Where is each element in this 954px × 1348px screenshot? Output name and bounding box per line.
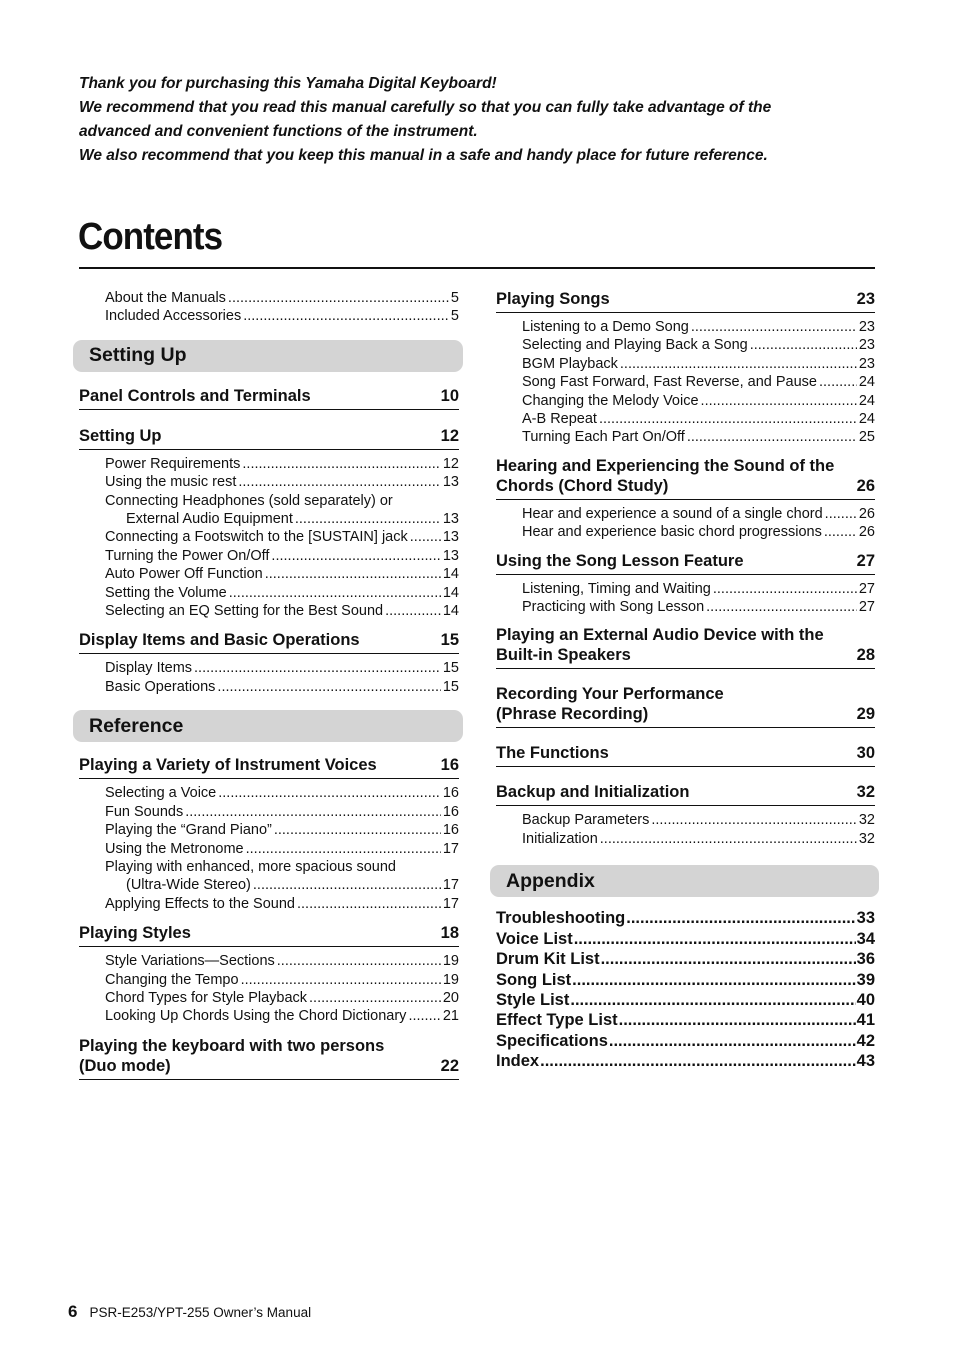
toc-entry-label: Hear and experience basic chord progressions xyxy=(522,524,822,541)
appendix-list xyxy=(496,908,875,1071)
toc-entry[interactable] xyxy=(105,821,459,839)
toc-entry-page: 16 xyxy=(442,803,459,820)
toc-entry-continuation xyxy=(105,510,459,528)
dot-leader xyxy=(246,840,441,858)
chapter-title: Recording Your Performance (Phrase Recording) xyxy=(496,685,724,724)
toc-entry-label: Basic Operations xyxy=(105,678,216,695)
appendix-entry[interactable] xyxy=(496,1031,875,1051)
chapter-page: 18 xyxy=(440,924,459,943)
appendix-entry-label: Troubleshooting xyxy=(496,909,626,928)
appendix-entry[interactable] xyxy=(496,990,875,1010)
chapter-title: Panel Controls and Terminals xyxy=(79,386,311,405)
chapter-setting-up[interactable] xyxy=(79,426,459,450)
toc-entry-page: 5 xyxy=(450,308,459,325)
dot-leader xyxy=(819,373,857,391)
section-reference: Reference xyxy=(73,710,463,742)
page-footer xyxy=(68,1302,311,1322)
toc-entry[interactable] xyxy=(522,523,875,541)
toc-entry-page: 24 xyxy=(858,392,875,409)
dot-leader xyxy=(218,784,441,802)
toc-entry-label: Playing with enhanced, more spacious sound xyxy=(105,858,396,875)
chapter-functions[interactable] xyxy=(496,743,875,767)
appendix-entry-label: Specifications xyxy=(496,1031,608,1050)
appendix-entry-page: 40 xyxy=(856,990,875,1009)
chapter-title: The Functions xyxy=(496,744,609,763)
intro-line: We recommend that you read this manual carefully so that you can fully take advantage of the xyxy=(79,99,772,116)
appendix-entry-page: 41 xyxy=(856,1011,875,1030)
toc-entry-label: Connecting a Footswitch to the [SUSTAIN] jack xyxy=(105,529,408,546)
toc-entry-label: Display Items xyxy=(105,660,193,677)
page-number: 6 xyxy=(68,1302,78,1321)
dot-leader xyxy=(609,1031,856,1051)
toc-entry-page: 5 xyxy=(450,290,459,306)
dot-leader xyxy=(297,895,441,913)
toc-entry-label: BGM Playback xyxy=(522,355,618,372)
toc-entry-page: 13 xyxy=(442,511,459,528)
voices-items xyxy=(79,784,459,913)
dot-leader xyxy=(619,1010,856,1030)
toc-entry-label: Song Fast Forward, Fast Reverse, and Pause xyxy=(522,374,817,391)
chapter-external-audio[interactable] xyxy=(496,625,875,669)
setup-items xyxy=(79,455,459,621)
chapter-page: 26 xyxy=(856,476,875,495)
toc-entry[interactable] xyxy=(522,355,875,373)
toc-entry[interactable] xyxy=(105,895,459,913)
toc-entry-page: 19 xyxy=(442,971,459,988)
toc-entry-page: 20 xyxy=(442,989,459,1006)
manual-name: PSR-E253/YPT-255 Owner’s Manual xyxy=(89,1305,312,1320)
dot-leader xyxy=(410,528,441,546)
toc-entry[interactable] xyxy=(105,659,459,677)
toc-entry-label: Selecting a Voice xyxy=(105,785,217,802)
dot-leader xyxy=(242,455,440,473)
toc-entry-page: 17 xyxy=(442,840,459,857)
toc-entry[interactable] xyxy=(105,492,459,529)
toc-entry[interactable] xyxy=(105,602,459,620)
chapter-title: Playing Songs xyxy=(496,290,610,308)
front-list xyxy=(79,289,459,326)
toc-entry[interactable] xyxy=(522,410,875,428)
toc-entry-label: Connecting Headphones (sold separately) or xyxy=(105,492,393,509)
toc-entry-label: Setting the Volume xyxy=(105,584,227,601)
toc-entry-continuation xyxy=(105,876,459,894)
dot-leader xyxy=(253,876,441,894)
toc-entry-page: 16 xyxy=(442,785,459,802)
dot-leader xyxy=(274,821,441,839)
chapter-page: 30 xyxy=(856,744,875,763)
chapter-title: Playing an External Audio Device with the Built-in Speakers xyxy=(496,626,824,665)
toc-entry-page: 32 xyxy=(858,812,875,829)
chapter-page: 32 xyxy=(856,783,875,802)
toc-entry-page: 13 xyxy=(442,529,459,546)
dot-leader xyxy=(277,952,441,970)
appendix-entry-label: Voice List xyxy=(496,929,573,948)
chapter-panel-controls[interactable] xyxy=(79,386,459,410)
toc-entry-page: 27 xyxy=(858,599,875,616)
chapter-page: 23 xyxy=(856,290,875,308)
toc-entry-page: 23 xyxy=(858,319,875,335)
toc-entry[interactable] xyxy=(105,307,459,325)
dot-leader xyxy=(309,989,441,1007)
chapter-page: 29 xyxy=(856,705,875,724)
dot-leader xyxy=(600,830,857,848)
toc-entry-label: Style Variations—Sections xyxy=(105,953,275,970)
dot-leader xyxy=(408,1007,440,1025)
chapter-title: Backup and Initialization xyxy=(496,783,690,802)
toc-entry[interactable] xyxy=(105,584,459,602)
dot-leader xyxy=(601,949,856,969)
toc-entry[interactable] xyxy=(105,547,459,565)
toc-entry[interactable] xyxy=(105,858,459,895)
chapter-songs[interactable] xyxy=(496,289,875,313)
toc-entry-label: Practicing with Song Lesson xyxy=(522,599,705,616)
toc-entry[interactable] xyxy=(522,580,875,598)
chapter-song-lesson[interactable] xyxy=(496,551,875,575)
appendix-entry-page: 34 xyxy=(856,929,875,948)
toc-entry-page: 27 xyxy=(858,580,875,597)
toc-entry-label: Hear and experience a sound of a single chord xyxy=(522,505,823,522)
toc-entry-page: 24 xyxy=(858,374,875,391)
toc-entry-label: Turning the Power On/Off xyxy=(105,547,270,564)
toc-entry-label: Auto Power Off Function xyxy=(105,566,263,583)
toc-entry-page: 14 xyxy=(442,603,459,620)
intro-text xyxy=(79,72,879,168)
chapter-title: Display Items and Basic Operations xyxy=(79,631,360,650)
toc-entry-page: 26 xyxy=(858,524,875,541)
toc-entry[interactable] xyxy=(522,830,875,848)
toc-entry-page: 23 xyxy=(858,355,875,372)
toc-entry-label: (Ultra-Wide Stereo) xyxy=(126,877,251,894)
appendix-entry[interactable] xyxy=(496,929,875,949)
toc-entry-label: Fun Sounds xyxy=(105,803,184,820)
appendix-entry-label: Drum Kit List xyxy=(496,950,600,969)
toc-entry-page: 15 xyxy=(442,678,459,695)
chapter-page: 28 xyxy=(856,646,875,665)
dot-leader xyxy=(691,318,857,336)
toc-entry[interactable] xyxy=(522,392,875,410)
toc-entry-label: Selecting and Playing Back a Song xyxy=(522,337,748,354)
toc-entry-page: 12 xyxy=(442,455,459,472)
dot-leader xyxy=(243,307,449,325)
dot-leader xyxy=(599,410,857,428)
toc-entry-page: 13 xyxy=(442,547,459,564)
toc-entry-label: Using the music rest xyxy=(105,474,237,491)
toc-entry-page: 17 xyxy=(442,877,459,894)
dot-leader xyxy=(228,289,449,307)
toc-left-column xyxy=(79,283,459,1080)
toc-entry-label: Playing the “Grand Piano” xyxy=(105,822,272,839)
toc-entry[interactable] xyxy=(522,505,875,523)
toc-entry-page: 24 xyxy=(858,411,875,428)
toc-entry[interactable] xyxy=(105,784,459,802)
appendix-entry-page: 42 xyxy=(856,1031,875,1050)
toc-entry-page: 21 xyxy=(442,1008,459,1025)
appendix-entry[interactable] xyxy=(496,908,875,928)
chapter-page: 27 xyxy=(856,551,875,570)
toc-entry[interactable] xyxy=(105,971,459,989)
chapter-page: 16 xyxy=(440,756,459,775)
toc-entry-label: A-B Repeat xyxy=(522,411,597,428)
chapter-recording[interactable] xyxy=(496,684,875,728)
dot-leader xyxy=(570,990,855,1010)
toc-entry[interactable] xyxy=(105,565,459,583)
toc-entry-page: 15 xyxy=(442,660,459,677)
toc-entry-label: Applying Effects to the Sound xyxy=(105,895,295,912)
chapter-title: Playing the keyboard with two persons (Duo mode) xyxy=(79,1036,385,1075)
toc-entry[interactable] xyxy=(105,473,459,491)
dot-leader xyxy=(701,392,857,410)
chapter-duo[interactable] xyxy=(79,1036,459,1080)
chapter-styles[interactable] xyxy=(79,923,459,947)
toc-entry-page: 13 xyxy=(442,474,459,491)
toc-entry[interactable] xyxy=(105,1007,459,1025)
chapter-title: Setting Up xyxy=(79,426,162,445)
dot-leader xyxy=(238,473,441,491)
dot-leader xyxy=(620,355,857,373)
chapter-title: Playing a Variety of Instrument Voices xyxy=(79,756,377,775)
lesson-items xyxy=(496,580,875,617)
toc-entry-label: Backup Parameters xyxy=(522,812,650,829)
chapter-title: Playing Styles xyxy=(79,924,191,943)
toc-entry-page: 32 xyxy=(858,830,875,847)
chapter-page: 10 xyxy=(440,386,459,405)
dot-leader xyxy=(194,659,441,677)
dot-leader xyxy=(651,811,857,829)
toc-entry-label: Selecting an EQ Setting for the Best Sound xyxy=(105,603,384,620)
backup-items xyxy=(496,811,875,848)
toc-entry-label: Power Requirements xyxy=(105,455,241,472)
section-appendix: Appendix xyxy=(490,865,879,897)
toc-entry-label: Turning Each Part On/Off xyxy=(522,429,685,446)
chapter-chord-study[interactable] xyxy=(496,456,875,500)
toc-entry[interactable] xyxy=(522,598,875,616)
dot-leader xyxy=(241,971,441,989)
appendix-entry-label: Effect Type List xyxy=(496,1011,618,1030)
dot-leader xyxy=(217,678,440,696)
chapter-backup[interactable] xyxy=(496,782,875,806)
chapter-page: 12 xyxy=(440,426,459,445)
appendix-entry[interactable] xyxy=(496,949,875,969)
intro-line: advanced and convenient functions of the instrument. xyxy=(79,123,478,140)
appendix-entry-label: Style List xyxy=(496,990,570,1009)
toc-entry[interactable] xyxy=(105,289,459,307)
appendix-entry-label: Index xyxy=(496,1052,540,1071)
chapter-title: Hearing and Experiencing the Sound of the Chords (Chord Study) xyxy=(496,456,835,495)
chapter-page: 22 xyxy=(440,1056,459,1075)
toc-entry[interactable] xyxy=(105,678,459,696)
toc-entry[interactable] xyxy=(105,952,459,970)
dot-leader xyxy=(824,523,857,541)
intro-line: We also recommend that you keep this manual in a safe and handy place for future reference. xyxy=(79,147,768,164)
dot-leader xyxy=(385,602,441,620)
toc-entry[interactable] xyxy=(522,428,875,446)
dot-leader xyxy=(574,929,856,949)
styles-items xyxy=(79,952,459,1026)
toc-entry-label: Initialization xyxy=(522,830,598,847)
toc-entry-page: 14 xyxy=(442,584,459,601)
dot-leader xyxy=(706,598,857,616)
toc-entry-page: 25 xyxy=(858,429,875,446)
dot-leader xyxy=(271,547,440,565)
toc-entry-page: 26 xyxy=(858,505,875,522)
appendix-entry-page: 39 xyxy=(856,970,875,989)
dot-leader xyxy=(572,970,855,990)
appendix-entry-page: 43 xyxy=(856,1052,875,1071)
appendix-entry[interactable] xyxy=(496,1051,875,1071)
toc-entry[interactable] xyxy=(105,989,459,1007)
toc-entry-label: Listening to a Demo Song xyxy=(522,319,689,335)
section-setting-up: Setting Up xyxy=(73,340,463,372)
toc-entry-label: Changing the Melody Voice xyxy=(522,392,699,409)
toc-entry-label: Using the Metronome xyxy=(105,840,244,857)
toc-entry-page: 16 xyxy=(442,822,459,839)
dot-leader xyxy=(825,505,857,523)
dot-leader xyxy=(540,1051,856,1071)
toc-entry-label: Chord Types for Style Playback xyxy=(105,989,308,1006)
title-rule xyxy=(79,267,875,269)
dot-leader xyxy=(687,428,857,446)
toc-entry-page: 23 xyxy=(858,337,875,354)
intro-line: Thank you for purchasing this Yamaha Digital Keyboard! xyxy=(79,75,497,92)
appendix-entry-label: Song List xyxy=(496,970,572,989)
dot-leader xyxy=(713,580,857,598)
toc-entry-label: External Audio Equipment xyxy=(126,511,293,528)
dot-leader xyxy=(750,336,857,354)
toc-entry-page: 17 xyxy=(442,895,459,912)
dot-leader xyxy=(185,803,441,821)
appendix-entry-page: 36 xyxy=(856,950,875,969)
chapter-title: Using the Song Lesson Feature xyxy=(496,551,744,570)
toc-entry[interactable] xyxy=(105,803,459,821)
toc-entry[interactable] xyxy=(522,318,875,336)
toc-right-column xyxy=(496,283,875,1072)
appendix-entry[interactable] xyxy=(496,970,875,990)
toc-entry[interactable] xyxy=(105,455,459,473)
dot-leader xyxy=(229,584,441,602)
appendix-entry-page: 33 xyxy=(856,909,875,928)
chapter-display-items[interactable] xyxy=(79,630,459,654)
toc-entry[interactable] xyxy=(105,840,459,858)
chapter-page: 15 xyxy=(440,631,459,650)
toc-entry[interactable] xyxy=(522,336,875,354)
toc-entry-label: Listening, Timing and Waiting xyxy=(522,580,711,597)
dot-leader xyxy=(295,510,441,528)
toc-entry-label: Looking Up Chords Using the Chord Dictionary xyxy=(105,1008,407,1025)
display-items xyxy=(79,659,459,696)
toc-entry-label: Included Accessories xyxy=(105,308,242,325)
chapter-voices[interactable] xyxy=(79,755,459,779)
songs-items xyxy=(496,318,875,447)
toc-entry[interactable] xyxy=(522,811,875,829)
toc-entry-page: 14 xyxy=(442,566,459,583)
toc-entry[interactable] xyxy=(105,528,459,546)
toc-entry-page: 19 xyxy=(442,953,459,970)
toc-entry-label: About the Manuals xyxy=(105,290,226,306)
toc-entry-label: Changing the Tempo xyxy=(105,971,239,988)
dot-leader xyxy=(265,565,441,583)
chord-study-items xyxy=(496,505,875,542)
dot-leader xyxy=(626,908,855,928)
appendix-entry[interactable] xyxy=(496,1010,875,1030)
page-title: Contents xyxy=(78,216,223,258)
toc-entry[interactable] xyxy=(522,373,875,391)
